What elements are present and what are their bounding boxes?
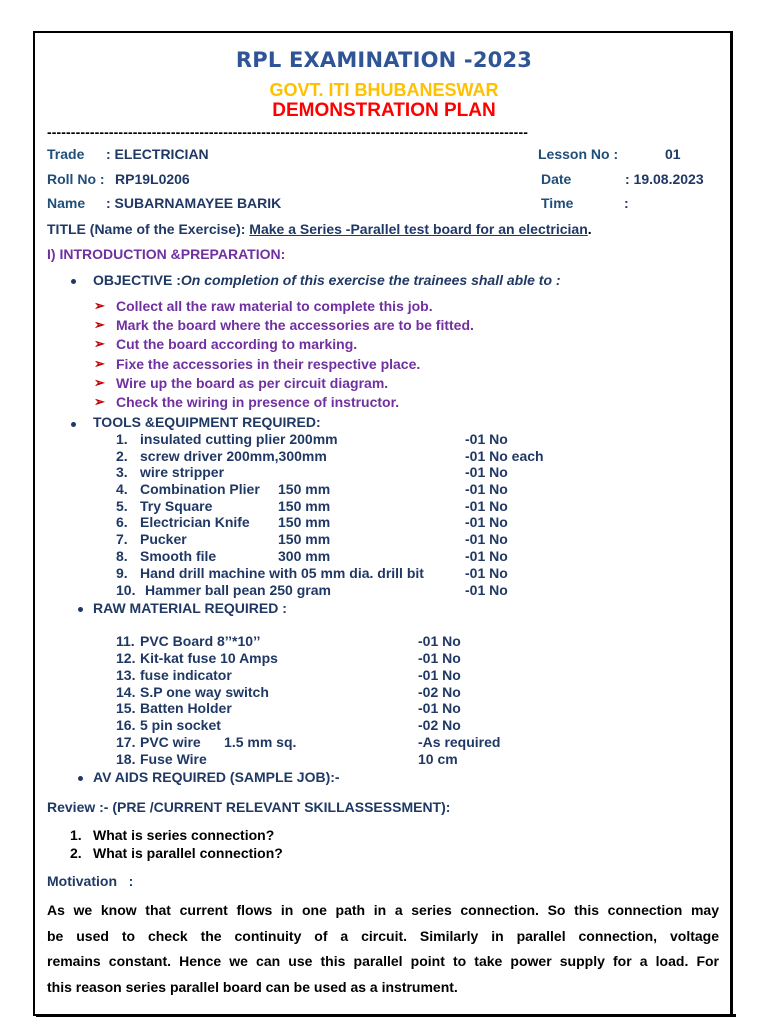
bullet-icon bbox=[78, 776, 83, 781]
objective-text: On completion of this exercise the trainees shall able to : bbox=[180, 272, 561, 288]
roll-value: RP19L0206 bbox=[115, 171, 190, 187]
tool-num: 4. bbox=[116, 481, 128, 497]
tool-name: screw driver 200mm,300mm bbox=[140, 448, 327, 464]
paragraph-line: be used to check the continuity of a circuit. Similarly in parallel connection, voltage bbox=[47, 927, 719, 944]
divider-line: ----------------------------------------------------------------------------------------------------- bbox=[47, 124, 528, 140]
title-label: TITLE bbox=[47, 221, 86, 237]
date-value: : 19.08.2023 bbox=[625, 171, 704, 187]
paragraph-line: this reason series parallel board can be used as a instrument. bbox=[47, 978, 458, 995]
objective-item: Cut the board according to marking. bbox=[116, 336, 358, 352]
tool-qty: -01 No bbox=[465, 431, 508, 447]
objective-item: Collect all the raw material to complete this job. bbox=[116, 298, 433, 314]
tool-num: 6. bbox=[116, 514, 128, 530]
tool-size: 150 mm bbox=[278, 498, 331, 514]
trade-value: : ELECTRICIAN bbox=[106, 146, 209, 162]
arrow-icon: ➢ bbox=[94, 356, 105, 371]
material-num: 18. bbox=[116, 751, 136, 767]
motivation-heading: Motivation : bbox=[47, 873, 134, 889]
arrow-icon: ➢ bbox=[94, 317, 105, 332]
bullet-icon bbox=[78, 607, 83, 612]
title-value: Make a Series -Parallel test board for an electrician bbox=[249, 221, 588, 237]
material-name: Batten Holder bbox=[140, 700, 232, 716]
date-label: Date bbox=[541, 171, 572, 187]
tool-num: 7. bbox=[116, 531, 128, 547]
roll-label: Roll No : bbox=[47, 171, 105, 187]
lesson-label: Lesson No : bbox=[538, 146, 619, 162]
tool-size: 300 mm bbox=[278, 548, 331, 564]
material-name: 5 pin socket bbox=[140, 717, 221, 733]
material-qty: -01 No bbox=[418, 700, 461, 716]
arrow-icon: ➢ bbox=[94, 375, 105, 390]
tool-qty: -01 No bbox=[465, 498, 508, 514]
tool-num: 8. bbox=[116, 548, 128, 564]
material-name: Kit-kat fuse 10 Amps bbox=[140, 650, 278, 666]
material-num: 15. bbox=[116, 700, 136, 716]
material-name: PVC wire 1.5 mm sq. bbox=[140, 734, 297, 750]
title-paren: (Name of the Exercise): bbox=[89, 221, 246, 237]
material-qty: -As required bbox=[418, 734, 501, 750]
objective-item: Wire up the board as per circuit diagram. bbox=[116, 375, 389, 391]
tool-name: Electrician Knife bbox=[140, 514, 250, 530]
tool-name: Try Square bbox=[140, 498, 213, 514]
plan-type: DEMONSTRATION PLAN bbox=[272, 100, 496, 121]
tool-size: 150 mm bbox=[278, 481, 331, 497]
raw-material-heading: RAW MATERIAL REQUIRED : bbox=[93, 600, 287, 616]
objective-label: OBJECTIVE : bbox=[93, 272, 181, 288]
tool-name: wire stripper bbox=[140, 464, 225, 480]
tool-qty: -01 No each bbox=[465, 448, 544, 464]
material-name: fuse indicator bbox=[140, 667, 232, 683]
tool-name: Hammer ball pean 250 gram bbox=[145, 582, 331, 598]
question-num: 2. bbox=[70, 845, 82, 861]
tool-name: Hand drill machine with 05 mm dia. drill bit bbox=[140, 565, 424, 581]
paragraph-line: As we know that current flows in one path in a series connection. So this connection may bbox=[47, 902, 719, 918]
exam-title: RPL EXAMINATION -2023 bbox=[235, 48, 533, 72]
material-qty: 10 cm bbox=[418, 751, 458, 767]
title-end: . bbox=[587, 221, 592, 237]
tool-num: 1. bbox=[116, 431, 128, 447]
tool-qty: -01 No bbox=[465, 565, 508, 581]
trade-label: Trade bbox=[47, 146, 85, 162]
tool-num: 3. bbox=[116, 464, 128, 480]
question-text: What is parallel connection? bbox=[93, 845, 283, 861]
material-num: 11. bbox=[116, 633, 135, 649]
lesson-value: 01 bbox=[665, 146, 681, 162]
name-label: Name bbox=[47, 195, 86, 211]
material-qty: -01 No bbox=[418, 650, 461, 666]
tool-qty: -01 No bbox=[465, 481, 508, 497]
material-num: 13. bbox=[116, 667, 136, 683]
material-qty: -02 No bbox=[418, 717, 461, 733]
bullet-icon bbox=[71, 422, 76, 427]
material-qty: -02 No bbox=[418, 684, 461, 700]
time-value: : bbox=[624, 195, 629, 211]
institute-name: GOVT. ITI BHUBANESWAR bbox=[269, 80, 499, 100]
material-name: S.P one way switch bbox=[140, 684, 269, 700]
tool-name: Combination Plier bbox=[140, 481, 260, 497]
arrow-icon: ➢ bbox=[94, 394, 105, 409]
objective-block bbox=[93, 272, 561, 288]
material-qty: -01 No bbox=[418, 667, 461, 683]
exercise-title bbox=[47, 221, 592, 237]
material-qty: -01 No bbox=[418, 633, 461, 649]
tool-qty: -01 No bbox=[465, 514, 508, 530]
paragraph-line: remains constant. Hence we can use this parallel point to take power supply for a load. For bbox=[47, 953, 719, 969]
time-label: Time bbox=[541, 195, 574, 211]
section-heading: I) INTRODUCTION &PREPARATION: bbox=[47, 246, 286, 262]
arrow-icon: ➢ bbox=[94, 298, 105, 313]
material-num: 17. bbox=[116, 734, 136, 750]
tool-name: Smooth file bbox=[140, 548, 217, 564]
tool-num: 2. bbox=[116, 448, 128, 464]
question-text: What is series connection? bbox=[93, 827, 275, 843]
page-border-shadow bbox=[36, 1014, 736, 1017]
av-aids-heading: AV AIDS REQUIRED (SAMPLE JOB):- bbox=[93, 769, 340, 785]
objective-item: Check the wiring in presence of instructor. bbox=[116, 394, 400, 410]
tools-heading: TOOLS &EQUIPMENT REQUIRED: bbox=[93, 414, 321, 430]
review-heading: Review :- (PRE /CURRENT RELEVANT SKILLASSESSMENT): bbox=[47, 799, 451, 815]
tool-size: 150 mm bbox=[278, 531, 331, 547]
question-num: 1. bbox=[70, 827, 82, 843]
objective-item: Fixe the accessories in their respective place. bbox=[116, 356, 421, 372]
tool-num: 9. bbox=[116, 565, 128, 581]
tool-qty: -01 No bbox=[465, 464, 508, 480]
objective-item: Mark the board where the accessories are to be fitted. bbox=[116, 317, 474, 333]
tool-num: 10. bbox=[116, 582, 136, 598]
material-name: PVC Board 8’’*10’’ bbox=[140, 633, 261, 649]
material-num: 16. bbox=[116, 717, 136, 733]
tool-num: 5. bbox=[116, 498, 128, 514]
tool-qty: -01 No bbox=[465, 531, 508, 547]
motivation-paragraph bbox=[47, 898, 719, 1000]
tool-qty: -01 No bbox=[465, 582, 508, 598]
bullet-icon bbox=[71, 279, 76, 284]
tool-qty: -01 No bbox=[465, 548, 508, 564]
name-value: : SUBARNAMAYEE BARIK bbox=[106, 195, 282, 211]
material-name: Fuse Wire bbox=[140, 751, 207, 767]
tool-name: insulated cutting plier 200mm bbox=[140, 431, 338, 447]
arrow-icon: ➢ bbox=[94, 336, 105, 351]
material-num: 12. bbox=[116, 650, 136, 666]
tool-size: 150 mm bbox=[278, 514, 331, 530]
tool-name: Pucker bbox=[140, 531, 187, 547]
material-num: 14. bbox=[116, 684, 136, 700]
